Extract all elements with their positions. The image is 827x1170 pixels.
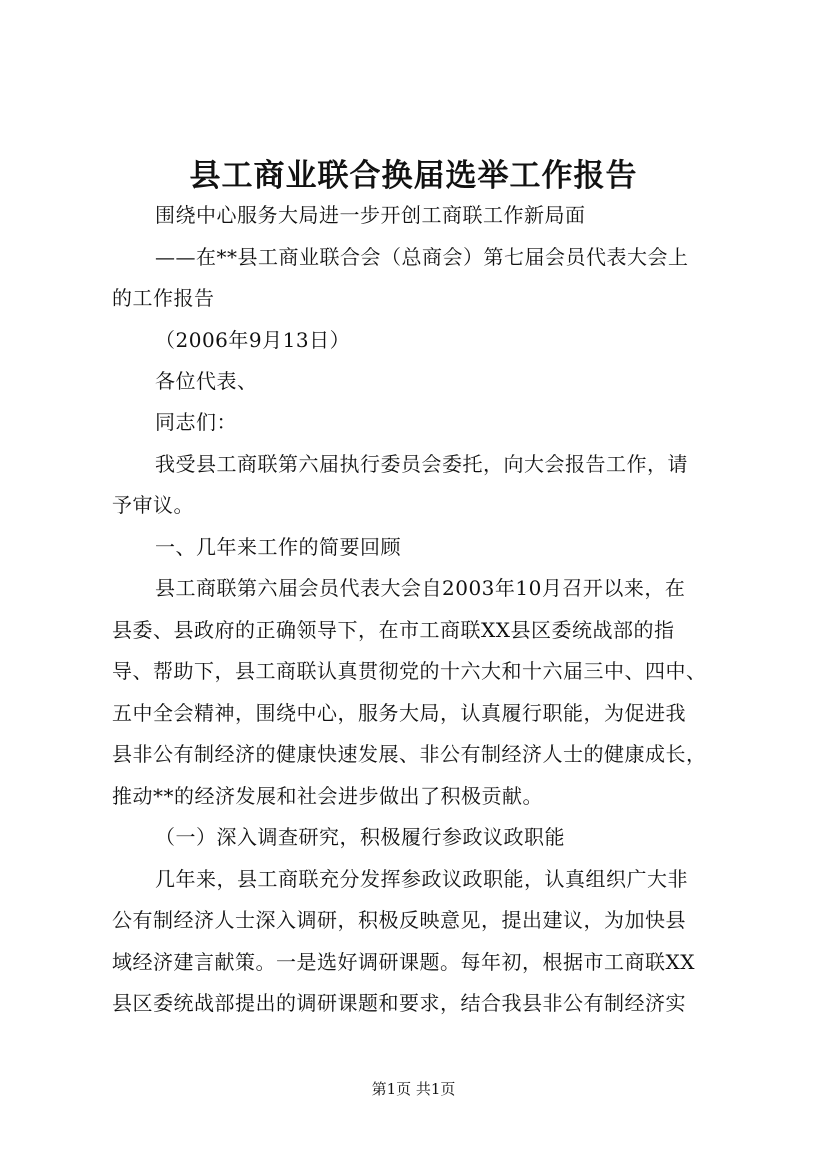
paragraph-line: 县非公有制经济的健康快速发展、非公有制经济人士的健康成长， xyxy=(112,742,707,766)
paragraph-line: 五中全会精神，围绕中心，服务大局，认真履行职能，为促进我 xyxy=(112,701,686,725)
greeting: 各位代表、 xyxy=(155,369,258,393)
paragraph-line: 县委、县政府的正确领导下，在市工商联XX县区委统战部的指 xyxy=(112,618,675,642)
subsection-heading: （一）深入调查研究，积极履行参政议政职能 xyxy=(155,825,565,849)
subtitle: 围绕中心服务大局进一步开创工商联工作新局面 xyxy=(155,203,586,227)
speech-line: 的工作报告 xyxy=(112,286,215,310)
paragraph-line: 我受县工商联第六届执行委员会委托，向大会报告工作，请 xyxy=(155,452,688,476)
paragraph-line: 导、帮助下，县工商联认真贯彻党的十六大和十六届三中、四中、 xyxy=(112,659,707,683)
paragraph-line: 几年来，县工商联充分发挥参政议政职能，认真组织广大非 xyxy=(155,867,688,891)
document-title: 县工商业联合换届选举工作报告 xyxy=(189,158,638,194)
paragraph-line: 域经济建言献策。一是选好调研课题。每年初，根据市工商联XX xyxy=(112,950,695,974)
speech-line: ——在**县工商业联合会（总商会）第七届会员代表大会上 xyxy=(155,245,689,269)
date-line: （2006年9月13日） xyxy=(155,328,351,352)
greeting: 同志们： xyxy=(155,410,237,434)
paragraph-line: 县区委统战部提出的调研课题和要求，结合我县非公有制经济实 xyxy=(112,991,686,1015)
paragraph-line: 予审议。 xyxy=(112,493,194,517)
paragraph-line: 县工商联第六届会员代表大会自2003年10月召开以来，在 xyxy=(155,576,686,600)
page-footer: 第1页 共1页 xyxy=(371,1080,456,1098)
section-heading: 一、几年来工作的简要回顾 xyxy=(155,535,401,559)
paragraph-line: 公有制经济人士深入调研，积极反映意见，提出建议，为加快县 xyxy=(112,908,686,932)
paragraph-line: 推动**的经济发展和社会进步做出了积极贡献。 xyxy=(112,784,543,808)
